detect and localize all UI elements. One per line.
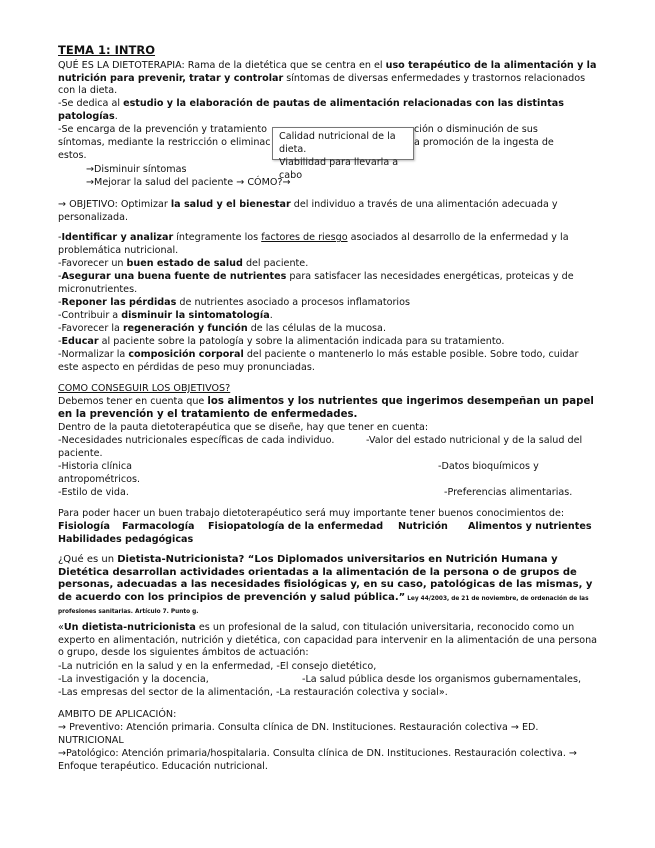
purpose-end: . [114, 110, 118, 122]
prevention-line-3: estos. [58, 150, 87, 161]
ambito-line: →Patológico: Atención primaria/hospitalaria. Consulta clínica de DN. Instituciones. Restauración colectiva. → Enfoque terapéutico. Educación nutricional. [58, 748, 577, 772]
arrow-item-1: →Disminuir síntomas [86, 164, 187, 175]
dietista-paragraph: ¿Qué es un Dietista-Nutricionista? “Los Diplomados universitarios en Nutrición Humana y Dietética desarrollan actividades orientadas a la alimentación de la persona o de grupos de personas, adecuadas a las necesidades fisiológicas y, en su caso, patológicas de las mismas, y de acuerdo con los principios de prevención y salud pública.” Ley 44/2003, de 21 de noviembre, de ordenación de las profesiones sanitarias. Artículo 7. Punto g. [58, 554, 593, 616]
tooltip-line-2: Viabilidad para llevarla a cabo [279, 157, 399, 181]
need-item: -Estilo de vida. [58, 487, 129, 498]
knowledge-item: Fisiología [58, 521, 110, 532]
objective-item: -Favorecer la regeneración y función de las células de la mucosa. [58, 323, 386, 334]
purpose-bold: estudio y la elaboración de pautas de alimentación relacionadas con las distintas patologías [58, 98, 564, 122]
ambito-heading: AMBITO DE APLICACIÓN: [58, 709, 177, 720]
need-item: -Valor del estado nutricional y de la salud del [366, 435, 583, 446]
knowledge-item: Fisiopatología de la enfermedad [208, 521, 384, 532]
law-citation: Ley 44/2003, de 21 de noviembre, de ordenación de las profesiones sanitarias. Artículo 7. Punto g. [58, 595, 589, 616]
quote-line: -La salud pública desde los organismos gubernamentales, [302, 674, 582, 685]
need-item: -Datos bioquímicos y [438, 461, 539, 472]
need-item: -Historia clínica [58, 461, 133, 472]
purpose-paragraph [58, 98, 598, 123]
objective-text: del individuo a través de una alimentación adecuada y personalizada. [58, 199, 558, 223]
prevention-line-2-right: a promoción de la ingesta de [414, 137, 554, 148]
quote-line: -Las empresas del sector de la alimentación, -La restauración colectiva y social». [58, 687, 448, 698]
arrow-item-2: →Mejorar la salud del paciente → CÓMO?→ [86, 177, 291, 188]
prevention-line-1-left: -Se encarga de la prevención y tratamiento [58, 124, 267, 135]
objective-bold: la salud y el bienestar [170, 199, 291, 210]
need-item: -Preferencias alimentarias. [444, 487, 573, 498]
quote-line: -La nutrición en la salud y en la enfermedad, -El consejo dietético, [58, 661, 377, 672]
knowledge-item: Farmacología [122, 521, 195, 532]
quote-line: -La investigación y la docencia, [58, 674, 209, 685]
definition-paragraph [58, 60, 598, 98]
objective-item: -Identificar y analizar íntegramente los factores de riesgo asociados al desarrollo de la enfermedad y la problemática nutricional. [58, 232, 569, 256]
objective-item: -Normalizar la composición corporal del paciente o mantenerlo lo más estable posible. Sobre todo, cuidar este aspecto en pérdidas de peso muy pronunciadas. [58, 349, 579, 373]
objective-item: -Favorecer un buen estado de salud del paciente. [58, 258, 309, 269]
risk-factors-link: factores de riesgo [261, 232, 348, 243]
knowledge-item: Alimentos y nutrientes [468, 521, 592, 532]
tooltip-line-1: Calidad nutricional de la dieta. [279, 131, 396, 155]
how-line-2: Dentro de la pauta dietoterapéutica que se diseñe, hay que tener en cuenta: [58, 422, 429, 433]
ambito-line: → Preventivo: Atención primaria. Consulta clínica de DN. Instituciones. Restauración colectiva → ED. NUTRICIONAL [58, 722, 539, 746]
objective-item: -Reponer las pérdidas de nutrientes asociado a procesos inflamatorios [58, 297, 410, 308]
objective-paragraph [58, 199, 598, 224]
definition-text-end: síntomas de diversas enfermedades y trastornos relacionados con la dieta. [58, 72, 586, 97]
need-item: -Necesidades nutricionales específicas de cada individuo. [58, 435, 335, 446]
definition-text: QUÉ ES LA DIETOTERAPIA: Rama de la dietética que se centra en el [58, 60, 386, 71]
knowledge-item: Nutrición [398, 521, 448, 532]
purpose-text: -Se dedica al [58, 98, 124, 109]
objective-label: → OBJETIVO: Optimizar [58, 199, 171, 210]
how-heading: COMO CONSEGUIR LOS OBJETIVOS? [58, 383, 231, 394]
how-paragraph: Debemos tener en cuenta que los alimentos y los nutrientes que ingerimos desempeñan un papel en la prevención y el tratamiento de enfermedades. [58, 396, 594, 420]
definition-bold: uso terapéutico de la alimentación y la nutrición para prevenir, tratar y controlar [58, 60, 597, 84]
need-item-cont: antropométricos. [58, 474, 141, 485]
knowledge-intro: Para poder hacer un buen trabajo dietoterapéutico será muy importante tener buenos conocimientos de: [58, 508, 565, 519]
need-item-cont: paciente. [58, 448, 103, 459]
objective-item: -Educar al paciente sobre la patología y sobre la alimentación indicada para su tratamiento. [58, 336, 505, 347]
page-title: TEMA 1: INTRO [58, 43, 156, 57]
prevention-line-1-right: ción o disminución de sus [414, 124, 538, 135]
prevention-line-2-left: síntomas, mediante la restricción o eliminac [58, 137, 271, 148]
objective-item: -Asegurar una buena fuente de nutrientes para satisfacer las necesidades energéticas, proteicas y de micronutrientes. [58, 271, 574, 295]
objective-item: -Contribuir a disminuir la sintomatología. [58, 310, 273, 321]
comment-tooltip [272, 127, 414, 181]
knowledge-item: Habilidades pedagógicas [58, 534, 194, 545]
quote-paragraph: «Un dietista-nutricionista es un profesional de la salud, con titulación universitaria, reconocido como un experto en alimentación, nutrición y dietética, con capacidad para intervenir en la alimentación de una persona o grupo, desde los siguientes ámbitos de actuación: [58, 622, 598, 659]
